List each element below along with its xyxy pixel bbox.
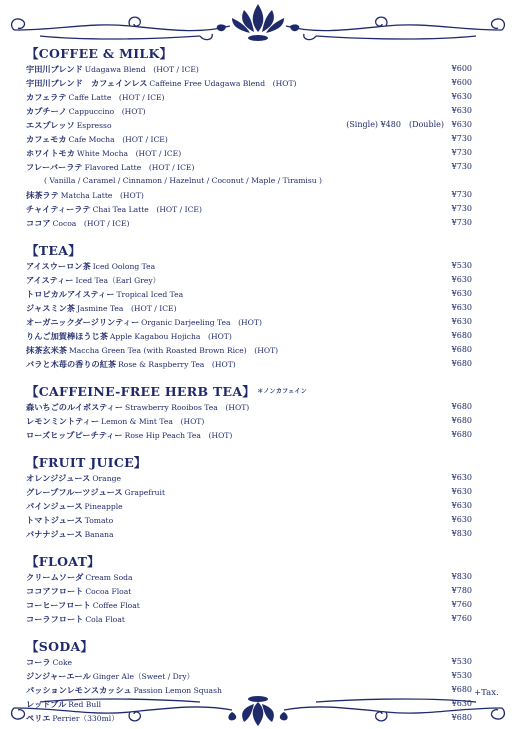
item-jp: コーラ <box>26 657 51 667</box>
menu-item <box>26 287 472 301</box>
item-jp: コーラフロート <box>26 614 84 624</box>
item-en: Matcha Latte (HOT) <box>60 191 144 200</box>
menu-item <box>26 669 472 683</box>
item-price: ¥760 <box>451 614 472 623</box>
item-price: ¥630 <box>451 275 472 284</box>
item-jp: 宇田川ブレンド カフェインレス <box>26 78 148 88</box>
item-jp: オーガニックダージリンティー <box>26 317 140 327</box>
item-price: ¥730 <box>451 134 472 143</box>
top-ornament <box>0 0 516 46</box>
item-jp: レッドブル <box>26 699 67 709</box>
item-jp: トマトジュース <box>26 515 83 525</box>
item-price: ¥760 <box>451 600 472 609</box>
section-title-float: 【FLOAT】 <box>26 554 100 569</box>
item-en: Orange <box>92 474 121 483</box>
tax-note: +Tax. <box>474 688 499 698</box>
item-jp: オレンジジュース <box>26 473 91 483</box>
item-jp: エスプレッソ <box>26 120 75 130</box>
item-price: ¥680 <box>451 331 472 340</box>
item-jp: アイスティー <box>26 275 74 285</box>
item-price: ¥630 <box>451 289 472 298</box>
item-jp: カプチーノ <box>26 106 67 116</box>
item-price: ¥630 <box>451 487 472 496</box>
item-jp: ローズヒップピーチティー <box>26 430 123 440</box>
item-price: ¥530 <box>451 671 472 680</box>
item-price: ¥630 <box>451 317 472 326</box>
item-price: ¥780 <box>451 586 472 595</box>
menu-item <box>26 315 472 329</box>
menu-item <box>26 216 472 230</box>
item-en: Strawberry Rooibos Tea (HOT) <box>125 403 250 412</box>
menu-item <box>26 301 472 315</box>
item-price: ¥630 <box>451 501 472 510</box>
item-jp: 抹茶ラテ <box>26 190 59 200</box>
item-en: Cafe Mocha (HOT / ICE) <box>68 135 168 144</box>
item-en: Tropical Iced Tea <box>116 290 184 299</box>
item-en: Grapefruit <box>124 488 166 497</box>
item-en: Espresso <box>76 121 112 130</box>
item-price: ¥600 <box>451 64 472 73</box>
item-jp: トロピカルアイスティー <box>26 289 115 299</box>
item-jp: ジンジャーエール <box>26 671 91 681</box>
item-price: ¥730 <box>451 204 472 213</box>
item-price: ¥730 <box>451 190 472 199</box>
menu-item <box>26 570 472 584</box>
item-en: Rose Hip Peach Tea (HOT) <box>124 431 233 440</box>
section-title-soda: 【SODA】 <box>26 639 94 654</box>
menu-item <box>26 357 472 371</box>
item-en: Cocoa Float <box>85 587 132 596</box>
item-en: Lemon & Mint Tea (HOT) <box>101 417 205 426</box>
menu-item <box>26 612 472 626</box>
item-en: Cola Float <box>85 615 125 624</box>
item-jp: 抹茶玄米茶 <box>26 345 67 355</box>
item-price: ¥830 <box>451 529 472 538</box>
menu-item <box>26 428 472 442</box>
item-en: Tomato <box>84 516 114 525</box>
item-price: ¥530 <box>451 657 472 666</box>
section-title-coffee: 【COFFEE & MILK】 <box>26 46 173 61</box>
menu-item <box>26 414 472 428</box>
menu-item <box>26 146 472 160</box>
item-en: White Mocha (HOT / ICE) <box>76 149 182 158</box>
menu-item <box>26 90 472 104</box>
menu-item <box>26 513 472 527</box>
item-price: ¥680 <box>451 713 472 722</box>
item-en: Banana <box>84 530 114 539</box>
item-jp: パッションレモンスカッシュ <box>26 685 132 695</box>
item-en: Apple Kagabou Hojicha (HOT) <box>109 332 232 341</box>
item-en: Coke <box>52 658 73 667</box>
item-jp: バラと木苺の香りの紅茶 <box>26 359 117 369</box>
menu-item <box>26 527 472 541</box>
menu-item <box>26 400 472 414</box>
item-price: ¥730 <box>451 148 472 157</box>
menu-item <box>26 655 472 669</box>
item-jp: 宇田川ブレンド <box>26 64 83 74</box>
item-jp: レモンミントティー <box>26 416 100 426</box>
item-jp: りんご加賀棒ほうじ茶 <box>26 331 108 341</box>
item-jp: パインジュース <box>26 501 83 511</box>
item-price: ¥530 <box>451 261 472 270</box>
item-en: Chai Tea Latte (HOT / ICE) <box>92 205 202 214</box>
item-jp: ホワイトモカ <box>26 148 75 158</box>
item-price: ¥830 <box>451 572 472 581</box>
menu-item <box>26 329 472 343</box>
menu-item <box>26 76 472 90</box>
item-jp: アイスウーロン茶 <box>26 261 91 271</box>
item-jp: ココア <box>26 218 51 228</box>
item-price: ¥630 <box>451 515 472 524</box>
item-jp: クリームソーダ <box>26 572 84 582</box>
caffeine-free-note: ＊ノンカフェイン <box>257 388 308 395</box>
item-price: ¥630 <box>451 699 472 708</box>
item-en: Cappuccino (HOT) <box>68 107 146 116</box>
item-jp: グレープフルーツジュース <box>26 487 123 497</box>
item-jp: ジャスミン茶 <box>26 303 75 313</box>
menu-item <box>26 132 472 146</box>
menu-item <box>26 471 472 485</box>
section-title-fruit-juice: 【FRUIT JUICE】 <box>26 455 147 470</box>
item-en: Cream Soda <box>85 573 133 582</box>
menu-content <box>26 46 472 725</box>
menu-item <box>26 598 472 612</box>
menu-item <box>26 343 472 357</box>
item-price: ¥680 <box>451 345 472 354</box>
item-price: ¥680 <box>451 685 472 694</box>
item-price: ¥630 <box>451 106 472 115</box>
menu-item <box>26 485 472 499</box>
item-price: ¥680 <box>451 416 472 425</box>
item-en: Jasmine Tea (HOT / ICE) <box>76 304 177 313</box>
item-jp: 森いちごのルイボスティー <box>26 402 124 412</box>
item-price: ¥730 <box>451 218 472 227</box>
flavor-options: ( Vanilla / Caramel / Cinnamon / Hazelnut / Coconut / Maple / Tiramisu ) <box>44 176 323 185</box>
item-en: Caffeine Free Udagawa Blend (HOT) <box>149 79 297 88</box>
item-en: Udagawa Blend (HOT / ICE) <box>84 65 199 74</box>
item-en: Cocoa (HOT / ICE) <box>52 219 130 228</box>
item-en: Organic Darjeeling Tea (HOT) <box>141 318 262 327</box>
item-price: ¥630 <box>451 303 472 312</box>
item-en: Coffee Float <box>92 601 140 610</box>
item-en: Red Bull <box>68 700 102 709</box>
section-title-text: 【CAFFEINE-FREE HERB TEA】 <box>26 384 256 399</box>
item-jp: フレーバーラテ <box>26 162 83 172</box>
item-en: Iced Tea（Earl Grey） <box>75 276 161 285</box>
item-en: Iced Oolong Tea <box>92 262 156 271</box>
item-en: Perrier（330ml） <box>52 714 119 723</box>
section-title-tea: 【TEA】 <box>26 243 82 258</box>
item-en: Passion Lemon Squash <box>133 686 222 695</box>
item-en: Rose & Raspberry Tea (HOT) <box>118 360 236 369</box>
menu-item <box>26 273 472 287</box>
item-price: ¥730 <box>451 162 472 171</box>
item-jp: カフェモカ <box>26 134 67 144</box>
item-en: Caffe Latte (HOT / ICE) <box>68 93 165 102</box>
item-jp: バナナジュース <box>26 529 83 539</box>
item-price: ¥600 <box>451 78 472 87</box>
item-jp: コーヒーフロート <box>26 600 91 610</box>
item-size-prices: (Single) ¥480 (Double) <box>346 120 444 129</box>
menu-item <box>26 118 472 132</box>
item-price: ¥680 <box>451 359 472 368</box>
item-jp: チャイティーラテ <box>26 204 91 214</box>
menu-item <box>26 188 472 202</box>
menu-item <box>26 584 472 598</box>
item-price: ¥680 <box>451 430 472 439</box>
menu-item <box>26 160 472 174</box>
item-jp: ペリエ <box>26 713 51 723</box>
menu-item <box>26 202 472 216</box>
menu-item <box>26 259 472 273</box>
item-en: Ginger Ale（Sweet / Dry） <box>92 672 195 681</box>
menu-item <box>26 104 472 118</box>
menu-item <box>26 499 472 513</box>
item-price: ¥630 <box>451 92 472 101</box>
item-jp: カフェラテ <box>26 92 67 102</box>
item-price: ¥630 <box>451 120 472 129</box>
menu-item <box>26 62 472 76</box>
bottom-ornament <box>0 694 516 728</box>
section-title-herb-tea <box>26 384 472 400</box>
item-price: ¥630 <box>451 473 472 482</box>
item-price: ¥680 <box>451 402 472 411</box>
item-jp: ココアフロート <box>26 586 84 596</box>
item-en: Flavored Latte (HOT / ICE) <box>84 163 195 172</box>
item-en: Maccha Green Tea (with Roasted Brown Rice) (HOT) <box>68 346 279 355</box>
item-en: Pineapple <box>84 502 123 511</box>
